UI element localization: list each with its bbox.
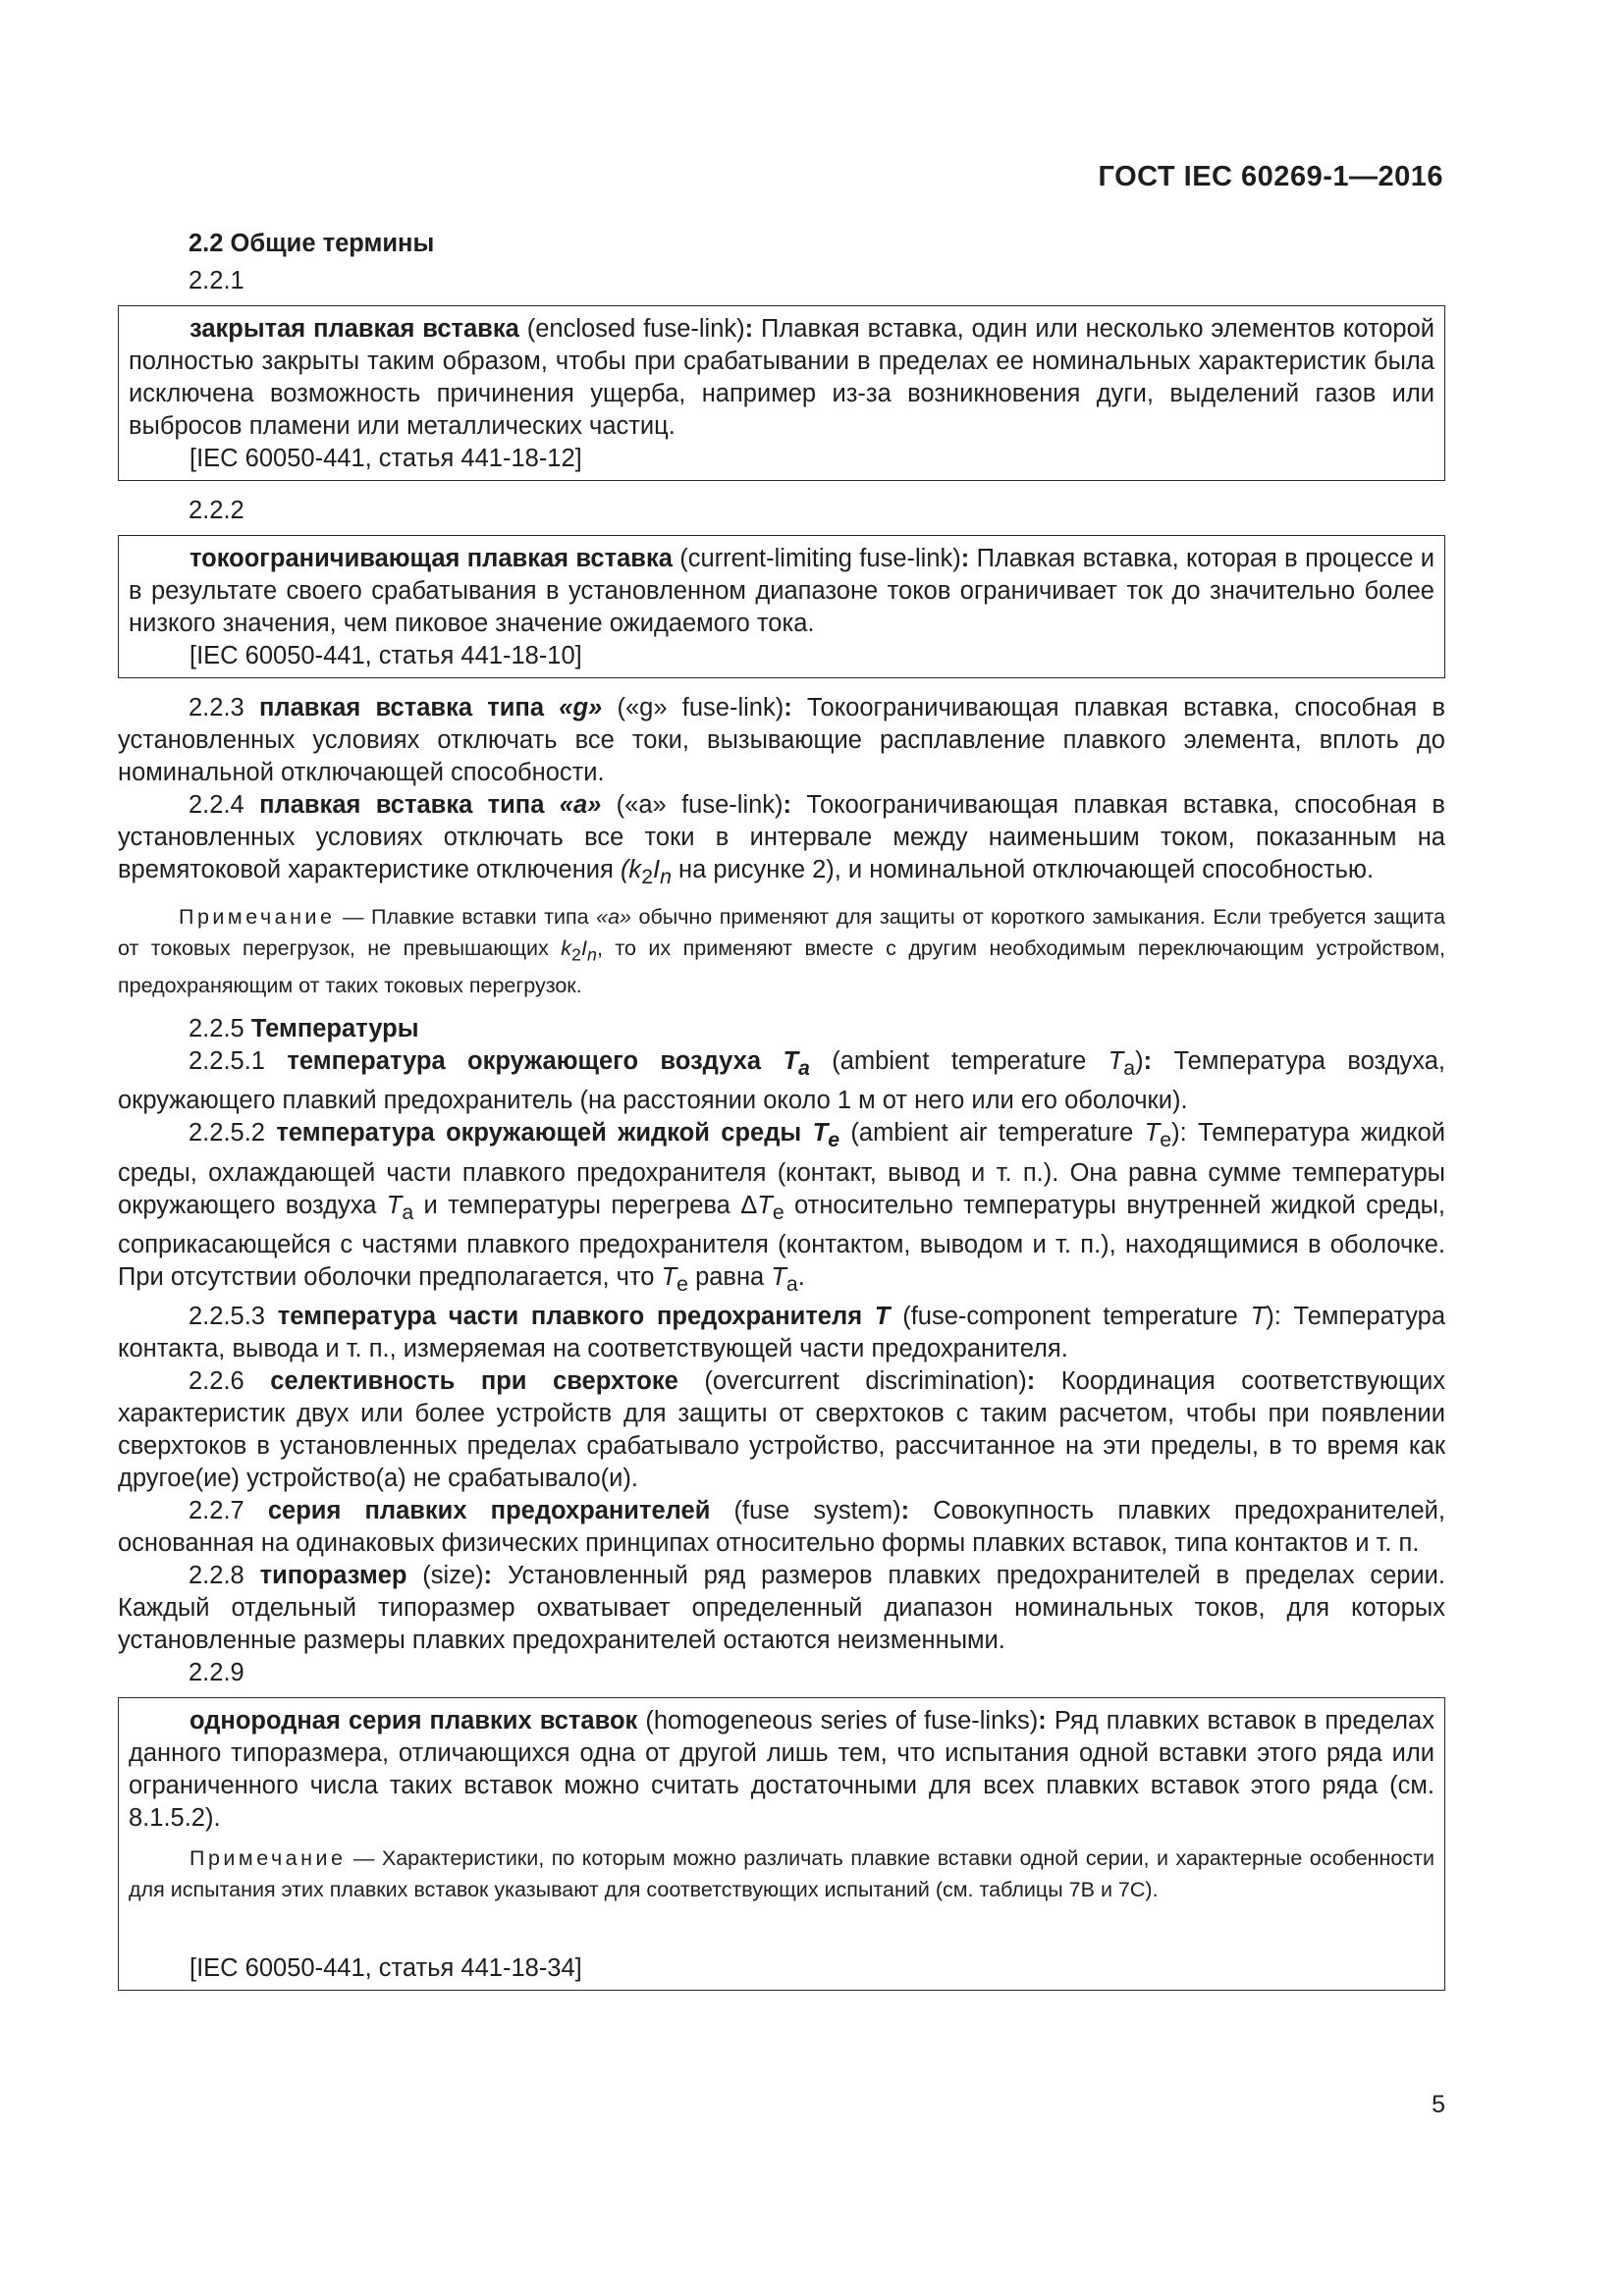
clause-number: 2.2.5.1 [189,1047,265,1076]
term-colon: : [1038,1706,1047,1735]
note-dash: — [335,905,371,930]
reference: [IEC 60050-441, статья 441-18-10] [189,642,582,669]
symbol-ta-sub: a [402,1200,414,1224]
term-definition-2-2-1 [129,313,1434,443]
note-text-c: , то их применяют вместе с другим необходимым переключающим устройством, предохраняющим от таких токовых перегрузок. [118,936,1445,998]
note-dash: — [346,1845,382,1870]
definition-text: Установленный ряд размеров плавких предохранителей в пределах серии. Каждый отдельный типоразмер охватывает определенный диапазон номинальных токов, для которых установленные размеры плавких предохранителей остаются неизменными. [118,1561,1446,1654]
definition-text-e: . [797,1262,805,1291]
term-english: (current-limiting fuse-link) [672,545,961,572]
clause-2-2-4 [118,789,1445,893]
spacer [129,1917,1434,1952]
term-definition-2-2-9 [129,1705,1434,1835]
term-english-a: (fuse-component temperature [890,1302,1251,1330]
clause-2-2-5 [118,1013,1445,1045]
term: серия плавких предохранителей [267,1496,711,1524]
term-english-b: ) [1135,1047,1144,1076]
symbol-sub-n: n [586,944,597,965]
term-colon: : [900,1496,910,1524]
symbol-ta: T [386,1191,403,1219]
clause-number: 2.2.8 [189,1561,244,1589]
symbol-te-2-sub: e [676,1271,688,1296]
term-symbol: T [783,1047,799,1076]
symbol-ta-2: T [771,1262,786,1291]
term-english: («a» fuse-link) [601,791,784,819]
term-symbol: T [874,1302,891,1330]
term-colon: : [960,545,970,572]
clause-number-2-2-9: 2.2.9 [189,1658,244,1686]
clause-number: 2.2.7 [189,1496,244,1524]
term-colon: : [783,791,792,819]
symbol-sub-2: 2 [641,865,654,889]
term-definition-2-2-2 [129,543,1434,640]
clause-number: 2.2.6 [189,1366,244,1395]
definition-text-a: Токоограничивающая плавкая вставка, способная в установленных условиях отключать все токи в интервале между наименьшим током, показанным на времятоковой характеристике отключения [118,791,1445,883]
term: температура окружающей жидкой среды [276,1119,813,1148]
definition-text-b: на рисунке 2), и номинальной отключающей способностью. [671,856,1375,883]
definition-text: Ряд плавких вставок в пределах данного типоразмера, отличающихся одна от другой лишь тем, что испытания одной вставки этого ряда или ограниченного числа таких вставок можно считать достаточными для всех плавких вставок этого ряда (см. 8.1.5.2). [129,1706,1434,1832]
en-symbol: T [1144,1119,1161,1148]
term-colon: : [1179,1119,1187,1148]
symbol-ta-2-sub: a [785,1271,798,1296]
term: температура части плавкого предохранителя [277,1302,875,1330]
clause-number: 2.2.3 [189,694,244,721]
term-english: (size) [406,1561,484,1589]
note-text: Характеристики, по которым можно различать плавкие вставки одной серии, и характерные особенности для испытания этих плавких вставок указывают для соответствующих испытаний (см. таблицы 7B и 7C). [129,1845,1434,1901]
definition-text: Температура контакта, вывода и т. п., измеряемая на соответствующей части предохранителя. [118,1302,1446,1362]
definition-text: Совокупность плавких предохранителей, основанная на одинаковых физических принципах относительно формы плавких вставок, типа контактов и т. п. [118,1496,1445,1557]
term-box-2-2-1 [118,305,1445,481]
term-english-b: ) [1171,1119,1180,1148]
term-symbol-sub: a [798,1056,810,1081]
definition-text-d: равна [687,1262,772,1291]
en-symbol-sub: e [1160,1128,1172,1152]
term-english-a: (ambient temperature [809,1047,1109,1076]
page-number: 5 [1432,2091,1445,2118]
term: однородная серия плавких вставок [189,1706,638,1735]
term-english-a: (ambient air temperature [839,1119,1145,1148]
symbol-te: T [757,1191,773,1219]
term-english: («g» fuse-link) [602,694,784,721]
term-box-2-2-2 [118,535,1445,678]
note-label: Примечание [179,905,336,930]
note-label: Примечание [189,1845,347,1870]
definition-text: Плавкая вставка, которая в процессе и в результате своего срабатывания в установленном диапазоне токов ограничивает ток до значительно более низкого значения, чем пиковое значение ожидаемого тока. [129,545,1435,637]
document-code-header: ГОСТ IEC 60269-1—2016 [1098,161,1443,192]
term-colon: : [1143,1047,1153,1076]
definition-text: Координация соответствующих характеристик двух или более устройств для защиты от сверхтоков с таким расчетом, чтобы при появлении сверхтоков в установленных пределах срабатывало устройство, рассчитанное на эти пределы, в то время как другое(ие) устройство(а) не срабатывало(и). [118,1366,1445,1492]
clause-2-2-3 [118,692,1445,789]
term: плавкая вставка типа [258,694,545,721]
section-title: Общие термины [230,230,435,257]
clause-2-2-7 [118,1495,1445,1560]
note-text-b: обычно применяют для защиты от короткого замыкания. Если требуется защита от токовых перегрузок, не превышающих [118,905,1445,961]
term-colon: : [784,694,792,721]
term: температура окружающего воздуха [287,1047,784,1076]
symbol-i: I [653,856,661,883]
term-english: (overcurrent discrimination) [677,1366,1027,1395]
clause-number-2-2-2: 2.2.2 [189,497,244,524]
clause-2-2-5-1 [118,1045,1445,1117]
clause-2-2-5-2 [118,1117,1445,1300]
note-2-2-9 [129,1842,1434,1905]
term-colon: : [1026,1366,1036,1395]
en-symbol: T [1250,1302,1267,1330]
clause-number: 2.2.5.3 [189,1302,265,1330]
term: селективность при сверхтоке [270,1366,678,1395]
term: плавкая вставка типа [259,791,545,819]
definition-text-c: относительно температуры внутренней жидкой среды, соприкасающейся с частями плавкого предохранителя (контактом, выводом и т. п.), находящимися в оболочке. При отсутствии оболочки предполагается, что [118,1191,1445,1291]
definition-text-a: Температура жидкой среды, охлаждающей части плавкого предохранителя (контакт, вывод и т. п.). Она равна сумме температуры окружающего воздуха [118,1119,1445,1219]
definition-text: Плавкая вставка, один или несколько элементов которой полностью закрыты таким образом, чтобы при срабатывании в пределах ее номинальных характеристик была исключена возможность причинения ущерба, например из-за возникновения дуги, выделений газов или выбросов пламени или металлических частиц. [129,315,1434,440]
note-2-2-4 [118,901,1445,1001]
term-box-2-2-9 [118,1697,1445,1991]
symbol-k: (k [620,856,642,883]
definition-text-b: и температуры перегрева [413,1191,741,1219]
en-symbol-sub: a [1123,1056,1136,1081]
symbol-sub-n: n [660,865,672,889]
symbol-te-2: T [661,1262,677,1291]
term-colon: : [1273,1302,1281,1330]
term-type: «g» [559,694,603,721]
symbol-sub-2: 2 [571,944,581,965]
symbol-k: k [561,936,572,961]
symbol-i: I [580,936,587,961]
clause-number: 2.2.5 [189,1015,244,1043]
document-body [118,228,1445,2004]
term-english: (fuse system) [710,1496,901,1524]
clause-2-2-8 [118,1560,1445,1657]
clause-2-2-6 [118,1365,1445,1495]
section-number: 2.2 [189,230,224,257]
clause-2-2-5-3 [118,1301,1445,1365]
section-heading [118,228,1445,260]
term-type: «a» [559,791,602,819]
en-symbol: T [1108,1047,1124,1076]
term: токоограничивающая плавкая вставка [189,545,673,572]
term-english-b: ) [1266,1302,1274,1330]
term: типоразмер [259,1561,407,1589]
term-colon: : [744,315,754,343]
note-text-a: Плавкие вставки типа [371,905,597,930]
reference: [IEC 60050-441, статья 441-18-34] [189,1953,582,1982]
clause-number: 2.2.5.2 [189,1119,265,1148]
delta-symbol: Δ [740,1191,758,1219]
clause-number: 2.2.4 [189,791,244,819]
note-type: «a» [596,905,631,930]
symbol-te-sub: e [772,1200,784,1224]
term: закрытая плавкая вставка [189,315,519,343]
definition-text: Токоограничивающая плавкая вставка, способная в установленных условиях отключать все токи, вызывающие расплавление плавкого элемента, вплоть до номинальной отключающей способности. [118,694,1445,786]
term-symbol-sub: e [828,1128,840,1152]
term-colon: : [483,1561,493,1589]
clause-title: Температуры [250,1015,419,1043]
clause-number-2-2-1: 2.2.1 [189,267,244,294]
term-english: (enclosed fuse-link) [518,315,745,343]
reference: [IEC 60050-441, статья 441-18-12] [189,445,582,472]
term-english: (homogeneous series of fuse-links) [637,1706,1039,1735]
term-symbol: T [812,1119,829,1148]
definition-text: Температура воздуха, окружающего плавкий предохранитель (на расстоянии около 1 м от него или его оболочки). [118,1047,1446,1115]
